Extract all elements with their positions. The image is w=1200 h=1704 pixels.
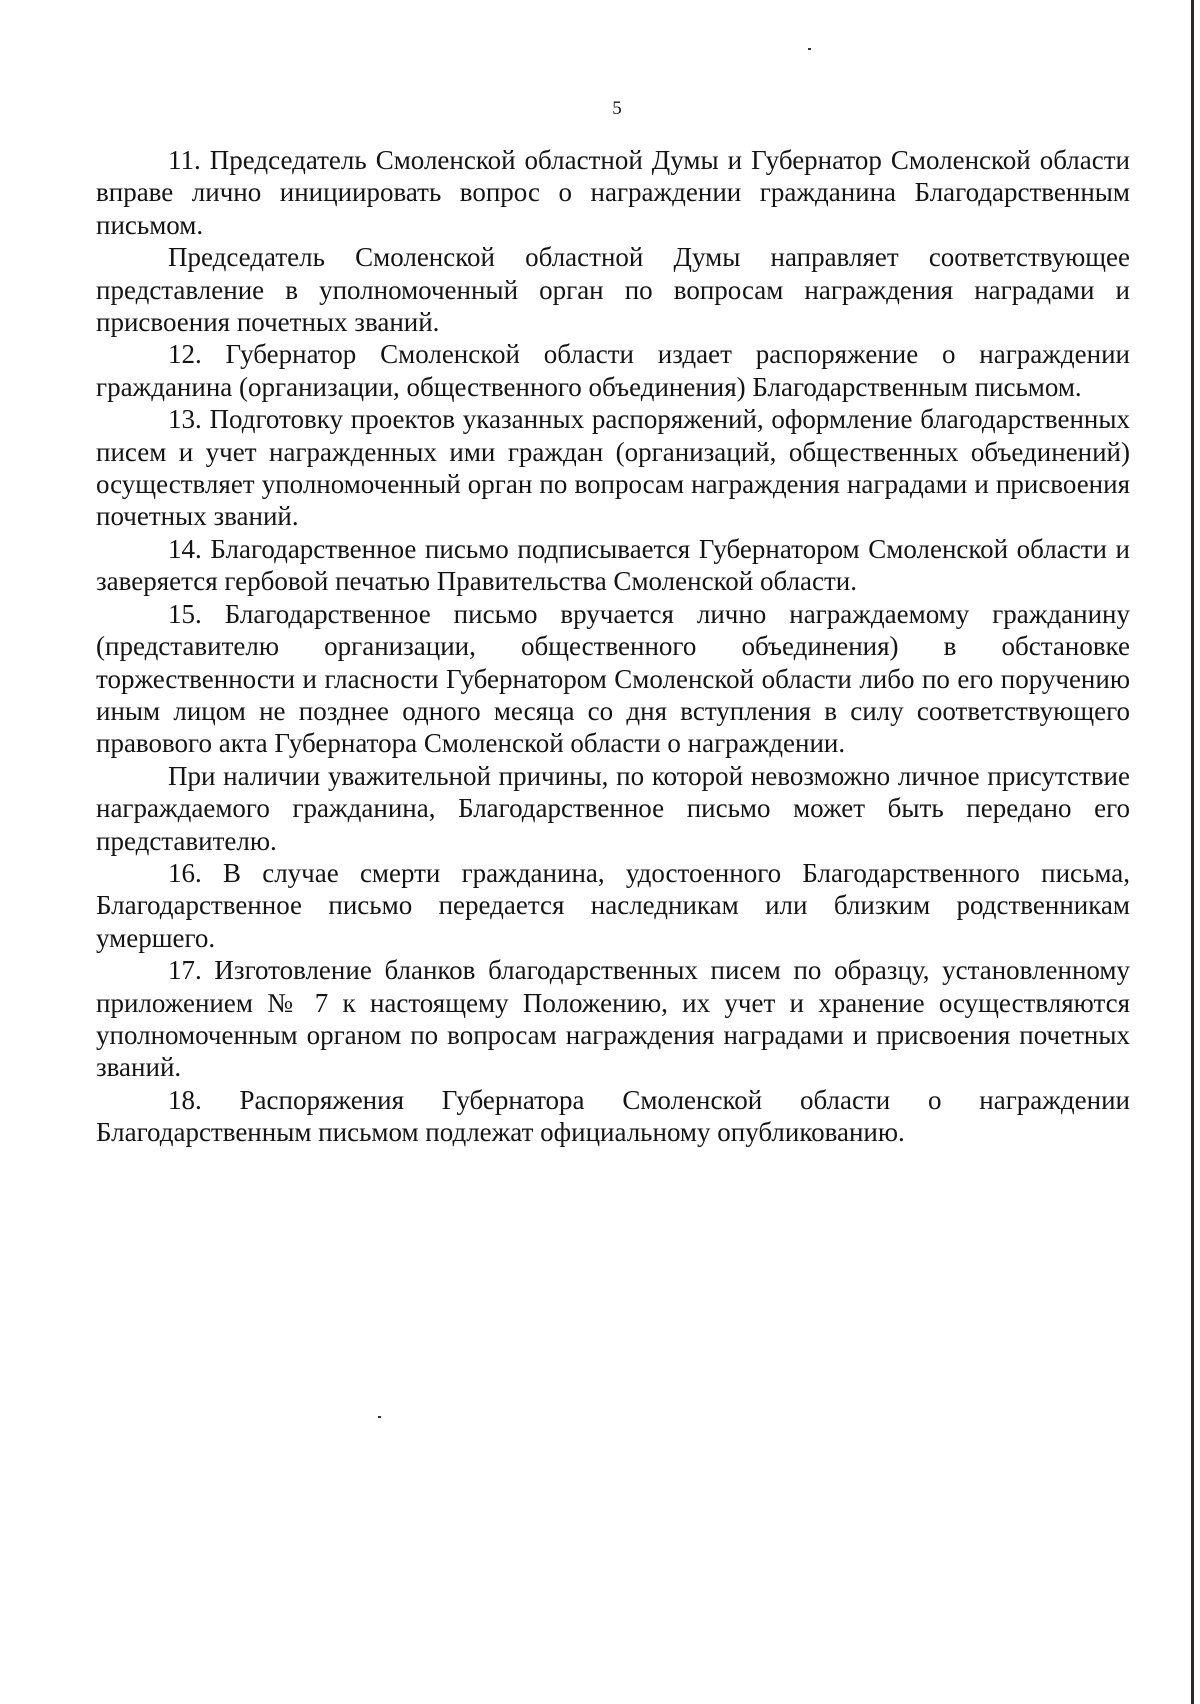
paragraph-13: 13. Подготовку проектов указанных распоряжений, оформление благодарственных писем и учет награжденных ими граждан (организаций, общественных объединений) осуществляет уполномоченный орган по вопросам награждения наградами и присвоения почетных званий. <box>96 404 1130 532</box>
paragraph-16: 16. В случае смерти гражданина, удостоенного Благодарственного письма, Благодарственное письмо передается наследникам или близким родственникам умершего. <box>96 857 1130 953</box>
scan-speck <box>808 48 811 50</box>
document-body <box>96 144 1130 1149</box>
paragraph-15: 15. Благодарственное письмо вручается лично награждаемому гражданину (представителю организации, общественного объединения) в обстановке торжественности и гласности Губернатором Смоленской области либо по его поручению иным лицом не позднее одного месяца со дня вступления в силу соответствующего правового акта Губернатора Смоленской области о награждении. <box>96 598 1130 759</box>
page-number: 5 <box>612 98 622 119</box>
scan-speck <box>378 1416 381 1418</box>
paragraph-18: 18. Распоряжения Губернатора Смоленской области о награждении Благодарственным письмом подлежат официальному опубликованию. <box>96 1084 1130 1148</box>
paragraph-14: 14. Благодарственное письмо подписывается Губернатором Смоленской области и заверяется гербовой печатью Правительства Смоленской области. <box>96 533 1130 597</box>
paragraph-12: 12. Губернатор Смоленской области издает распоряжение о награждении гражданина (организации, общественного объединения) Благодарственным письмом. <box>96 339 1130 402</box>
paragraph-11-part-2: Председатель Смоленской областной Думы направляет соответствующее представление в уполномоченный орган по вопросам награждения наградами и присвоения почетных званий. <box>96 242 1130 338</box>
paragraph-15-part-2: При наличии уважительной причины, по которой невозможно личное присутствие награждаемого гражданина, Благодарственное письмо может быть передано его представителю. <box>96 760 1130 856</box>
scan-edge-line <box>1191 0 1194 1704</box>
paragraph-11: 11. Председатель Смоленской областной Думы и Губернатор Смоленской области вправе лично инициировать вопрос о награждении гражданина Благодарственным письмом. <box>96 145 1130 240</box>
paragraph-17: 17. Изготовление бланков благодарственных писем по образцу, установленному приложением № 7 к настоящему Положению, их учет и хранение осуществляются уполномоченным органом по вопросам награждения наградами и присвоения почетных званий. <box>96 955 1130 1083</box>
